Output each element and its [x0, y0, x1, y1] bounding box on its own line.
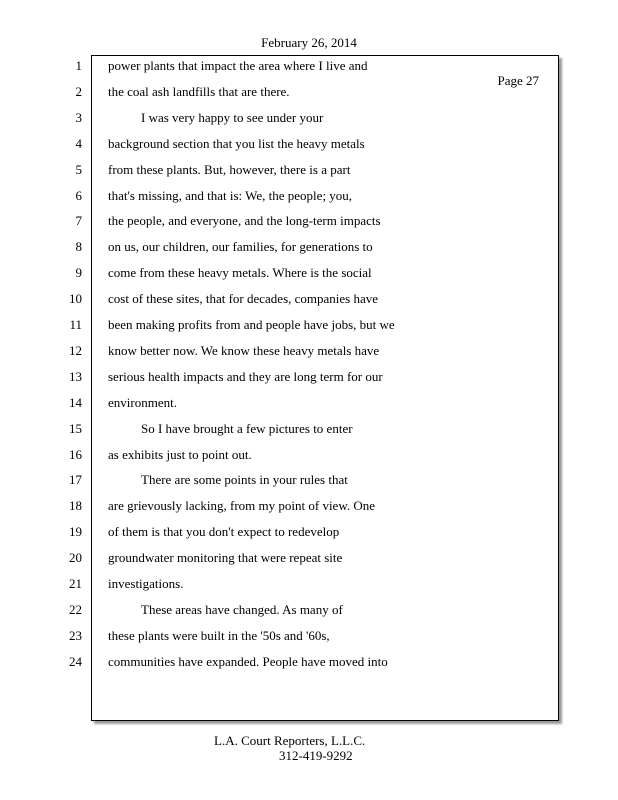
line-text: I was very happy to see under your [141, 109, 324, 125]
transcript-line [0, 84, 618, 110]
transcript-line [0, 395, 618, 421]
transcript-line [0, 291, 618, 317]
line-text: groundwater monitoring that were repeat site [108, 550, 343, 566]
transcript-line [0, 136, 618, 162]
line-number: 13 [69, 368, 82, 384]
line-number: 24 [69, 653, 82, 669]
line-text: from these plants. But, however, there is a part [108, 161, 351, 177]
line-text: power plants that impact the area where I live and [108, 58, 368, 73]
line-text: communities have expanded. People have moved into [108, 653, 388, 669]
line-text: background section that you list the heavy metals [108, 135, 365, 151]
line-number: 4 [75, 135, 82, 151]
transcript-line [0, 162, 618, 188]
line-text: know better now. We know these heavy metals have [108, 342, 380, 358]
line-number: 18 [69, 498, 82, 514]
line-number: 5 [75, 161, 82, 177]
transcript-line [0, 472, 618, 498]
transcript-line [0, 421, 618, 447]
line-text: These areas have changed. As many of [141, 601, 343, 617]
line-number: 8 [75, 239, 82, 255]
line-text: cost of these sites, that for decades, companies have [108, 291, 379, 307]
line-text: the people, and everyone, and the long-term impacts [108, 213, 381, 229]
transcript-line [0, 550, 618, 576]
line-number: 19 [69, 524, 82, 540]
transcript-line [0, 369, 618, 395]
line-number: 17 [69, 472, 82, 488]
footer-company: L.A. Court Reporters, L.L.C. [214, 733, 366, 748]
transcript-line [0, 524, 618, 550]
line-number: 9 [75, 265, 82, 281]
transcript-line [0, 343, 618, 369]
transcript-line [0, 317, 618, 343]
line-text: on us, our children, our families, for generations to [108, 239, 373, 255]
line-text: these plants were built in the '50s and '60s, [108, 627, 330, 643]
line-text: investigations. [108, 576, 184, 591]
line-number: 16 [69, 446, 82, 462]
header-date: February 26, 2014 [261, 35, 357, 50]
line-number: 12 [69, 342, 82, 358]
line-number: 20 [69, 550, 82, 566]
transcript-line [0, 239, 618, 265]
line-number: 1 [75, 58, 82, 73]
line-text: been making profits from and people have jobs, but we [108, 317, 395, 332]
transcript-line [0, 447, 618, 473]
line-text: There are some points in your rules that [141, 472, 348, 488]
line-number: 10 [69, 291, 82, 307]
line-text: the coal ash landfills that are there. [108, 83, 290, 99]
line-text: So I have brought a few pictures to enter [141, 420, 353, 436]
transcript-line [0, 654, 618, 680]
line-number: 15 [69, 420, 82, 436]
transcript-line [0, 265, 618, 291]
footer-phone: 312-419-9292 [279, 748, 353, 763]
line-text: as exhibits just to point out. [108, 446, 252, 462]
transcript-line [0, 628, 618, 654]
line-text: of them is that you don't expect to redevelop [108, 524, 340, 540]
line-number: 3 [75, 109, 82, 125]
line-text: environment. [108, 394, 177, 410]
line-number: 22 [69, 601, 82, 617]
transcript-line [0, 213, 618, 239]
transcript-line [0, 188, 618, 214]
line-text: that's missing, and that is: We, the people; you, [108, 187, 353, 203]
transcript-line [0, 576, 618, 602]
transcript-line [0, 602, 618, 628]
line-text: are grievously lacking, from my point of view. One [108, 498, 376, 514]
line-text: serious health impacts and they are long term for our [108, 368, 383, 384]
line-number: 7 [75, 213, 82, 229]
line-number: 11 [69, 317, 82, 332]
page-number: Page 27 [497, 73, 539, 88]
line-number: 6 [75, 187, 82, 203]
line-number: 23 [69, 627, 82, 643]
transcript-line [0, 498, 618, 524]
line-number: 14 [69, 394, 82, 410]
line-number: 2 [75, 83, 82, 99]
line-text: come from these heavy metals. Where is the social [108, 265, 372, 281]
transcript-line [0, 110, 618, 136]
transcript-line [0, 58, 618, 84]
line-number: 21 [69, 576, 82, 591]
